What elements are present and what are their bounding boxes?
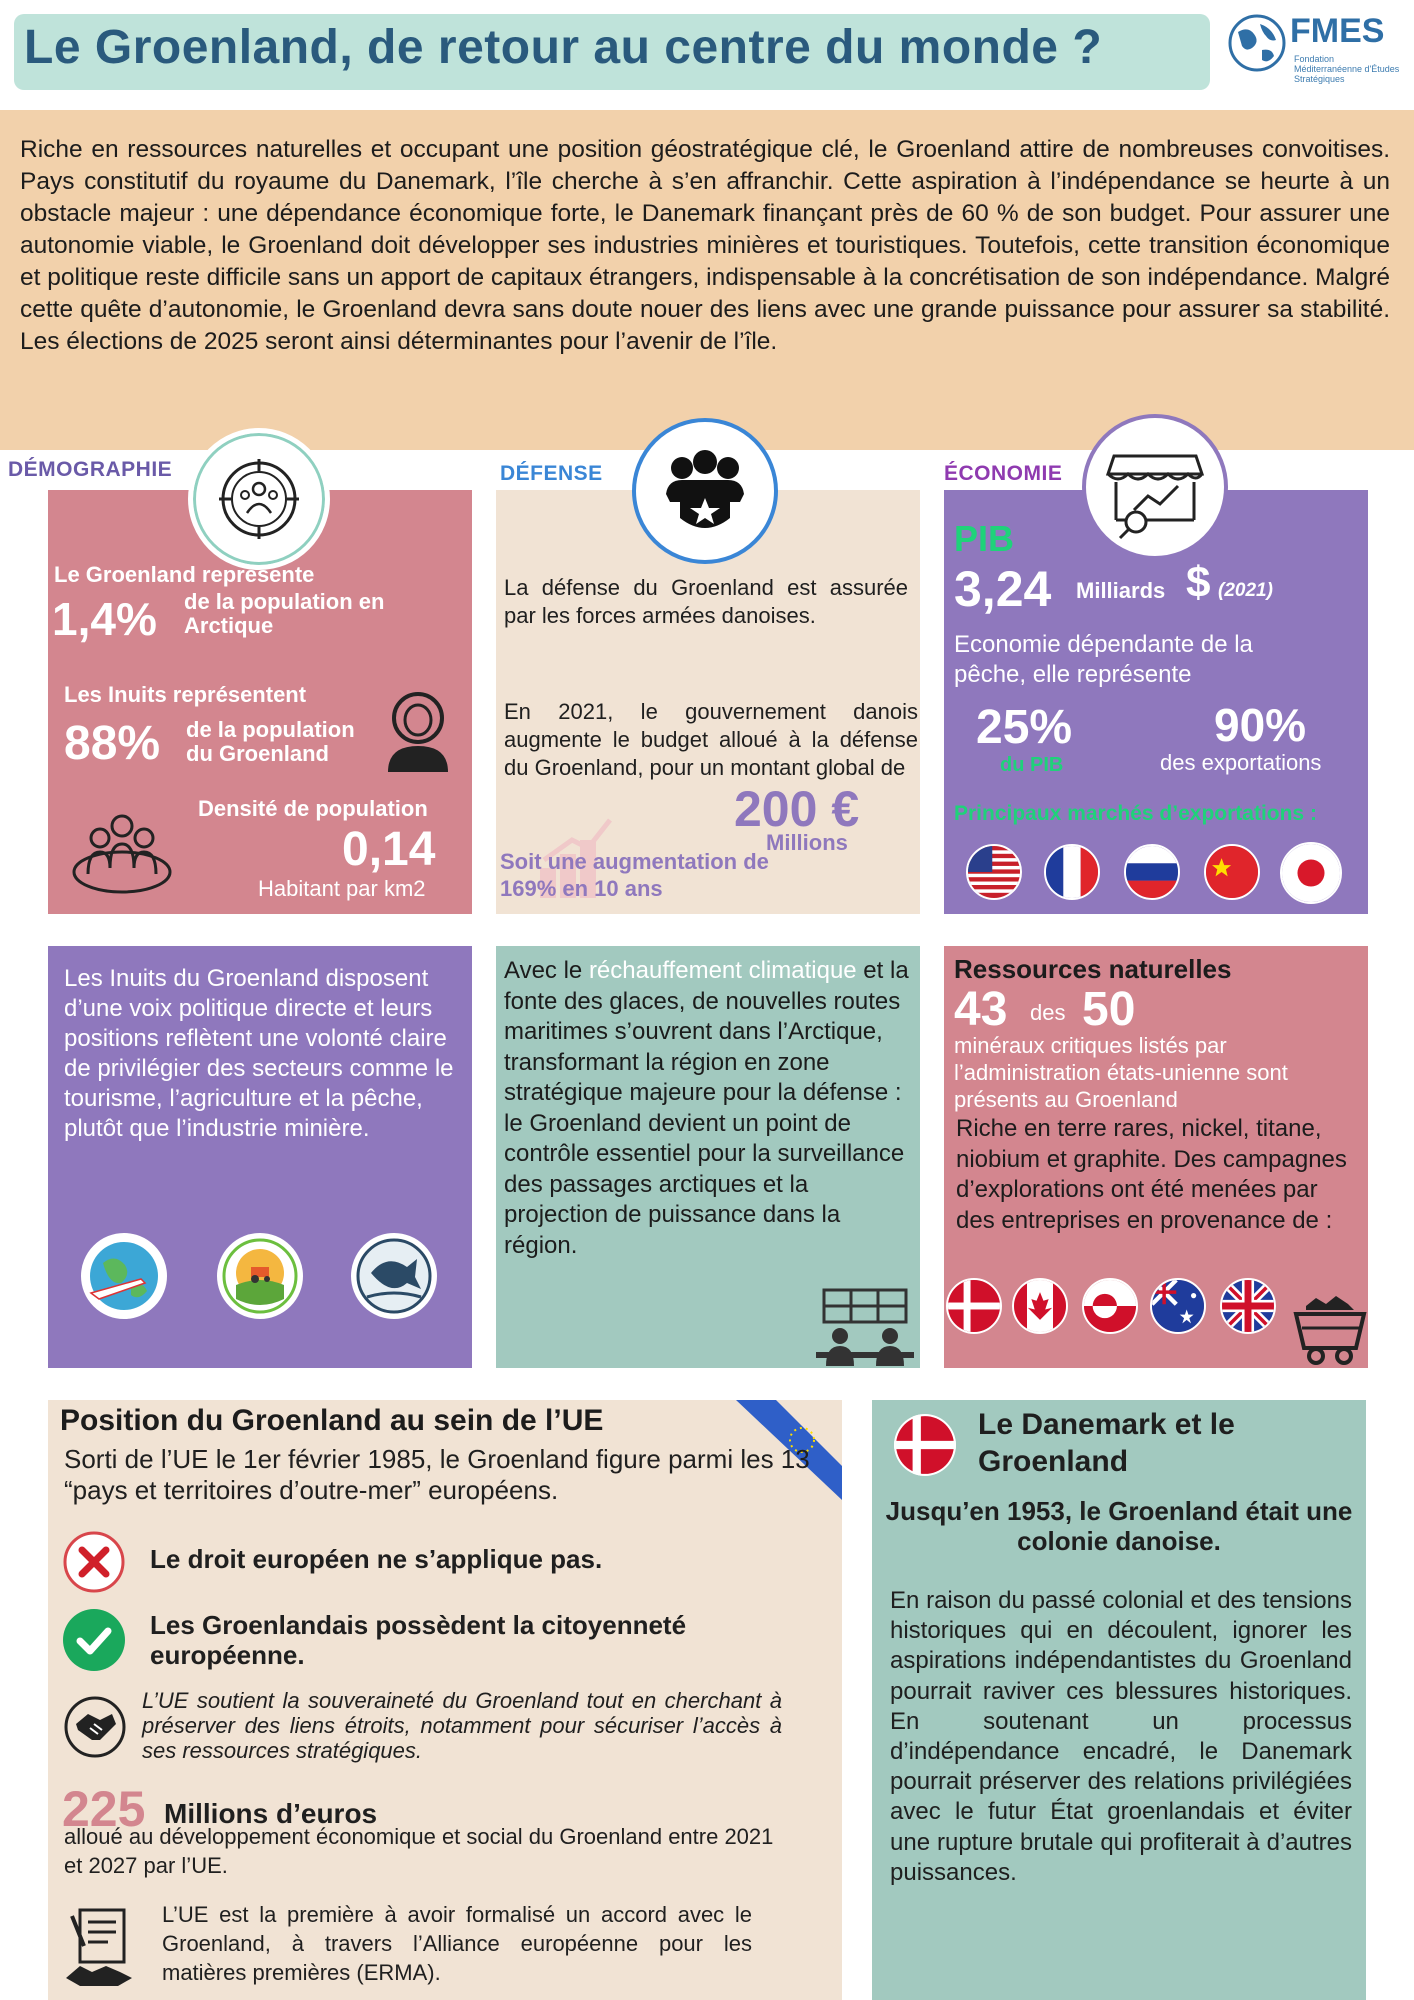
cross-icon xyxy=(62,1530,126,1594)
resources-total: 50 xyxy=(1082,983,1136,1036)
flag-greenland-icon xyxy=(1082,1278,1138,1334)
intro-text: Riche en ressources naturelles et occupant une position géostratégique clé, le Groenland attire de nombreuses convoitises. Pays constitutif du royaume du Danemark, l’île cherche à s’en affranchir. Cette aspiration à l’indépendance se heurte à un obstacle majeur : une dépendance économique forte, le Danemark finançant près de 60 % de son budget. Pour assurer une autonomie viable, le Groenland doit développer ses industries minières et touristiques. Toutefois, cette transition économique et politique reste difficile sans un apport de capitaux étrangers, indispensable à la concrétisation de son indépendance. Malgré cette quête d’autonomie, le Groenland devra sans doute nouer des liens avec une grande puissance pour assurer sa stabilité. Les élections de 2025 seront ainsi déterminantes pour l’avenir de l’île. xyxy=(20,136,1390,355)
control-room-icon xyxy=(812,1286,918,1368)
flag-denmark-icon xyxy=(946,1278,1002,1334)
inuit-politics-text: Les Inuits du Groenland disposent d’une voix politique directe et leurs positions reflètent une volonté claire de privilégier des secteurs comme le tourisme, l’agriculture et la pêche, plutôt que l’industrie minière. xyxy=(64,965,454,1142)
inuit-intro: Les Inuits représentent xyxy=(64,682,307,707)
defense-label: DÉFENSE xyxy=(500,462,603,485)
demographie-label: DÉMOGRAPHIE xyxy=(8,458,173,481)
climate-highlight: réchauffement climatique xyxy=(588,957,857,984)
defense-badge xyxy=(632,418,778,564)
inuit-desc: de la population du Groenland xyxy=(186,717,355,766)
density-unit: Habitant par km2 xyxy=(258,876,426,901)
pop-desc: de la population en Arctique xyxy=(184,589,385,638)
pib-currency: $ xyxy=(1186,558,1211,607)
tourism-badge xyxy=(78,1230,170,1322)
minerals-text: minéraux critiques listés par l’administration états-unienne sont présents au Groenland xyxy=(954,1033,1288,1112)
resources-title: Ressources naturelles xyxy=(954,954,1232,984)
defense-amount: 200 € xyxy=(734,781,860,837)
eu-title: Position du Groenland au sein de l’UE xyxy=(60,1404,604,1437)
defense-text2: En 2021, le gouvernement danois augmente le budget alloué à la défense du Groenland, pour un montant global de xyxy=(504,699,918,780)
logo-text: FMES xyxy=(1290,12,1385,50)
flag-japan-icon xyxy=(1280,842,1342,904)
fish-pib-value: 25% xyxy=(976,701,1073,754)
eu-funding-unit: Millions d’euros xyxy=(164,1798,378,1829)
page-title: Le Groenland, de retour au centre du monde ? xyxy=(24,21,1103,74)
agriculture-farm-icon xyxy=(217,1233,303,1319)
flag-australia-icon xyxy=(1150,1278,1206,1334)
mining-cart-icon xyxy=(1292,1288,1368,1368)
fish-intro: Economie dépendante de la pêche, elle représente xyxy=(954,631,1253,688)
demographie-badge xyxy=(188,428,330,570)
pib-unit: Milliards xyxy=(1076,578,1166,603)
pib-year: (2021) xyxy=(1218,580,1273,601)
soldiers-shield-icon xyxy=(636,422,774,560)
resources-des: des xyxy=(1030,1000,1066,1025)
flag-uk-icon xyxy=(1220,1278,1276,1334)
defense-increase: Soit une augmentation de 169% en 10 ans xyxy=(500,849,769,901)
inuit-person-icon xyxy=(380,686,456,774)
eu-no-law: Le droit européen ne s’applique pas. xyxy=(150,1544,603,1574)
handshake-icon xyxy=(62,1694,128,1760)
eu-funding-text: alloué au développement économique et social du Groenland entre 2021 et 2027 par l’UE. xyxy=(64,1824,774,1878)
crowd-target-icon xyxy=(193,433,325,565)
flag-usa-icon xyxy=(966,844,1022,900)
group-people-icon xyxy=(70,808,174,896)
denmark-subtitle: Jusqu’en 1953, le Groenland était une colonie danoise. xyxy=(885,1496,1353,1556)
defense-amount-unit: Millions xyxy=(766,830,848,855)
rich-text: Riche en terre rares, nickel, titane, niobium et graphite. Des campagnes d’explorations ont été menées par des entreprises en provenance de : xyxy=(956,1115,1347,1234)
agriculture-badge xyxy=(214,1230,306,1322)
fishing-fish-icon xyxy=(351,1233,437,1319)
economie-badge xyxy=(1082,414,1228,560)
flag-canada-icon xyxy=(1012,1278,1068,1334)
pib-value: 3,24 xyxy=(954,561,1052,617)
eu-funding-value: 225 xyxy=(62,1781,146,1837)
fish-pib-label: du PIB xyxy=(1000,754,1064,776)
market-stall-icon xyxy=(1086,418,1224,556)
pop-value: 1,4% xyxy=(52,593,157,645)
economie-label: ÉCONOMIE xyxy=(944,462,1063,485)
density-label: Densité de population xyxy=(198,796,428,821)
eu-subtitle: Sorti de l’UE le 1er février 1985, le Groenland figure parmi les 13 “pays et territoires d’outre-mer” européens. xyxy=(64,1444,810,1505)
tourism-globe-plane-icon xyxy=(81,1233,167,1319)
pib-label: PIB xyxy=(954,518,1015,559)
denmark-title: Le Danemark et le Groenland xyxy=(978,1408,1235,1478)
density-value: 0,14 xyxy=(342,823,436,876)
climate-prefix: Avec le xyxy=(504,957,589,984)
fishing-badge xyxy=(348,1230,440,1322)
climate-text-block xyxy=(504,956,914,1261)
resources-count: 43 xyxy=(954,983,1008,1036)
denmark-text: En raison du passé colonial et des tensions historiques qui en découlent, ignorer les aspirations indépendantistes du Groenland pourrait raviver ces blessures historiques. En soutenant un processus d’indépendance encadré, le Danemark pourrait préserver des relations privilégiées avec le futur État groenlandais et éviter une rupture brutale qui profiterait à d’autres puissances. xyxy=(890,1587,1352,1886)
flag-russia-icon xyxy=(1124,844,1180,900)
inuit-value: 88% xyxy=(64,717,161,770)
globe-logo-icon xyxy=(1226,12,1288,74)
agreement-document-icon xyxy=(62,1906,136,1990)
flag-france-icon xyxy=(1044,844,1100,900)
pop-intro: Le Groenland représente xyxy=(54,562,315,587)
climate-text: et la fonte des glaces, de nouvelles routes maritimes s’ouvrent dans l’Arctique, transformant la région en zone stratégique majeure pour la défense : le Groenland devient un point de contrôle essentiel pour la surveillance des passages arctiques et la projection de puissance dans la région. xyxy=(504,957,909,1259)
flag-china-icon xyxy=(1204,844,1260,900)
logo-subtitle: Fondation Méditerranéenne d'Études Stratégiques xyxy=(1294,54,1400,84)
eu-support: L’UE soutient la souveraineté du Groenland tout en cherchant à préserver des liens étroits, notamment pour sécuriser l’accès à ses ressources stratégiques. xyxy=(142,1688,782,1763)
denmark-flag-icon xyxy=(894,1414,956,1476)
eu-citizenship: Les Groenlandais possèdent la citoyenneté européenne. xyxy=(150,1610,687,1670)
defense-text1: La défense du Groenland est assurée par les forces armées danoises. xyxy=(504,575,908,628)
eu-erma-text: L’UE est la première à avoir formalisé un accord avec le Groenland, à travers l’Alliance européenne pour les matières premières (ERMA). xyxy=(162,1902,752,1985)
markets-label: Principaux marchés d’exportations : xyxy=(954,802,1317,825)
fish-exp-value: 90% xyxy=(1214,699,1307,751)
fish-exp-label: des exportations xyxy=(1160,750,1322,775)
check-icon xyxy=(62,1608,126,1672)
